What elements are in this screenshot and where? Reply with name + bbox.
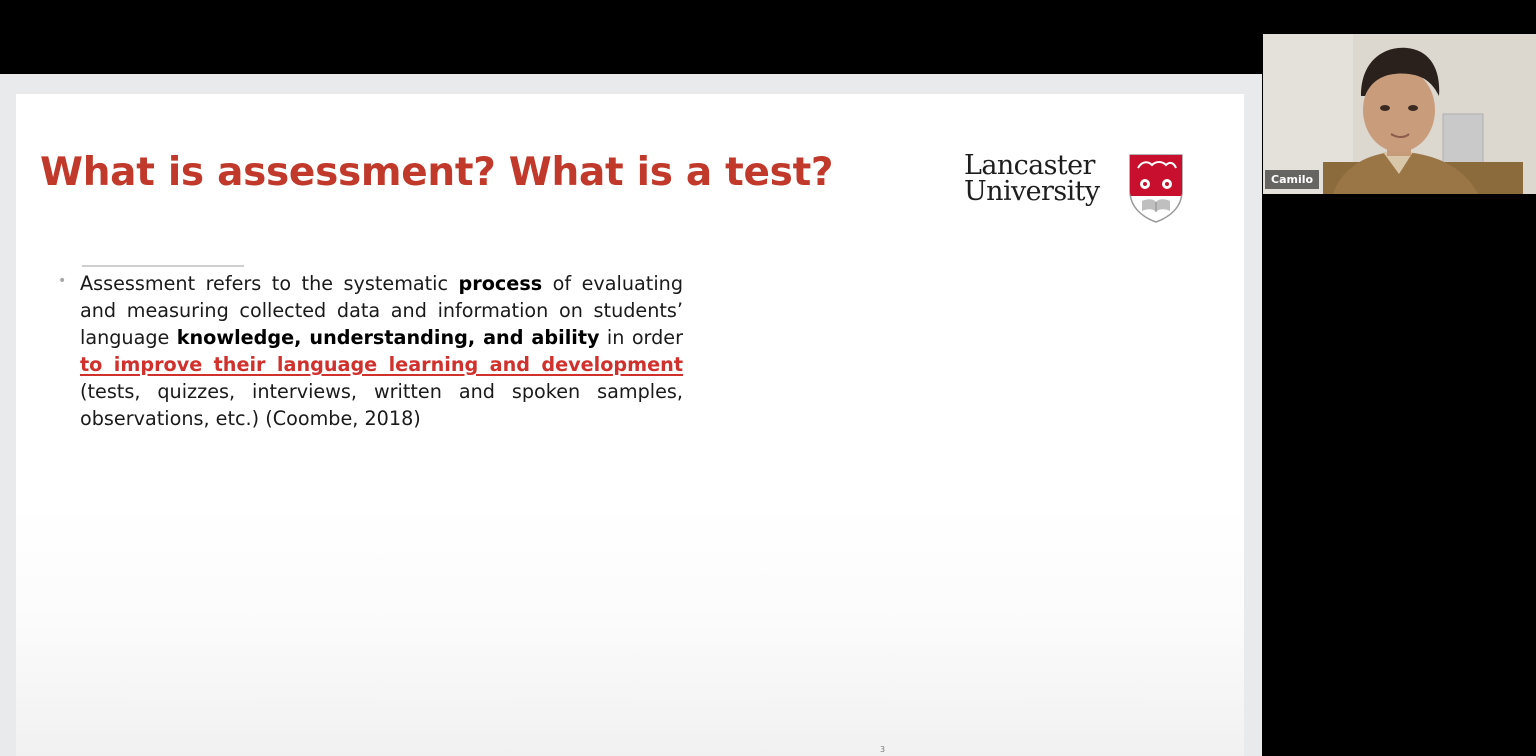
participant-video-tile[interactable]: [1263, 34, 1536, 194]
bullet-bold-knowledge: knowledge, understanding, and ability: [176, 326, 600, 349]
bullet-highlight: to improve their language learning and development: [80, 353, 683, 376]
lancaster-crest-icon: [1128, 153, 1184, 223]
bullet-point-icon: •: [58, 273, 67, 289]
divider-line: [82, 265, 244, 267]
bullet-bold-process: process: [458, 272, 543, 295]
slide-title: What is assessment? What is a test?: [40, 150, 834, 195]
bullet-text-intro: Assessment refers to the systematic: [80, 272, 459, 295]
participant-name-label: Camilo: [1265, 170, 1319, 189]
bullet-paragraph: [80, 270, 683, 432]
shared-screen: [0, 74, 1262, 756]
logo-wordmark-line2: University: [964, 176, 1100, 207]
presentation-slide: [16, 94, 1244, 756]
university-logo: [964, 152, 1194, 226]
logo-wordmark-line1: Lancaster: [964, 150, 1095, 181]
slide-page-number: 3: [880, 745, 886, 754]
bullet-text-mid2: in order: [599, 326, 683, 349]
bullet-text-mid1: of evaluating and measuring collected data and information on students’ language: [80, 272, 683, 349]
bullet-text-outro: (tests, quizzes, interviews, written and spoken samples, observations, etc.) (Coombe, 2018): [80, 380, 683, 430]
